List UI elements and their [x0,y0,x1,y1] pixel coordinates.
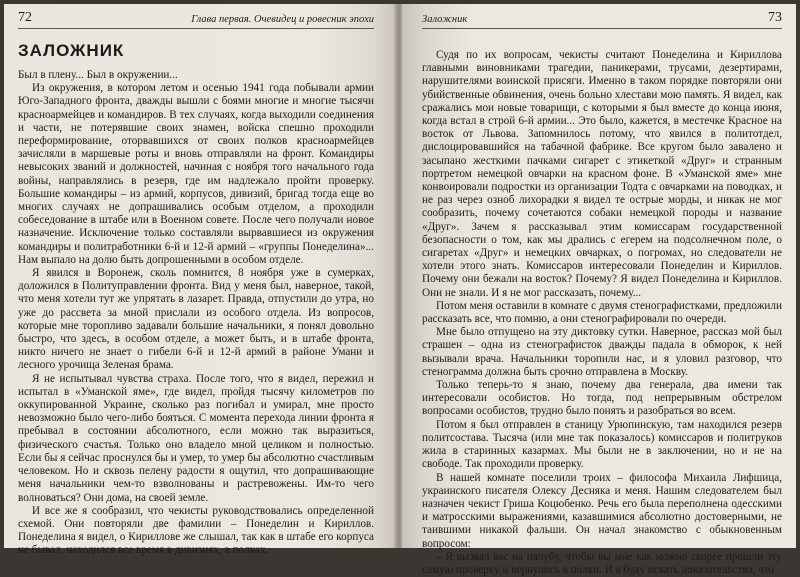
right-page-body [422,49,782,577]
paragraph: Из окружения, в котором летом и осенью 1941 года побывали армии Юго-Западного фронта, дважды вышли с боями многие и многие тысячи красноармейцев и командиров. В тех случаях, когда выходили соединения и части, не потерявшие своих знамен, войска спешно проходили переформирование, оторвавшихся от своих полков красноармейцев зачисляли в маршевые роты и вновь отправляли на фронт. Командиры невысоких званий и должностей, начиная с ноября того начального года войны, направлялись в резерв, где им надлежало пройти проверку. Большие командиры – из армий, корпусов, дивизий, бригад тогда еще во многих случаях не допрашивались особым отделом, а проходили собеседование в штабе или в Военном совете. После чего получали новое назначение. Исключение только составляли вырвавшиеся из окружения командиры и политработники 6-й и 12-й армий – «группы Понеделина»... Нам выпало на долю быть допрошенными в особом отделе. [18,82,374,266]
left-page [4,4,396,557]
paragraph: Судя по их вопросам, чекисты считают Понеделина и Кириллова главными виновниками трагедии, паникерами, трусами, дезертирами, нарушителями воинской присяги. Именно в таком порядке повторяли они убийственные обвинения, очень больно хлестави мою память. Я видел, как сражались мои новые товарищи, с которыми я был вместе до конца июня, когда встал в строй 6-й армии... Это было, кажется, в местечке Красное на восток от Львова. Запомнилось потому, что явился в политотдел, дислоцировавшийся на табачной фабрике. Все кругом было завалено и засыпано жесткими пачками сигарет с этикеткой «Друг» и странным портретом немецкой овчарки на красном фоне. В «Уманской яме» мне конвоировали подростки из организации Тодта с овчарками на поводках, и не раз через озноб лихорадки я видел те острые морды, и никак не мог сообразить, почему сочетаются собаки немецкой породы и название «Друг». Зачем я рассказывал этим комиссарам государственной безопасности о том, как мы дрались с егерем на подсолнечном поле, о сигаретах «Друг» и немецких овчарках, о погромах, но следователи не хотели этого знать. Комиссаров интересовали Понеделин и Кириллов. Почему они бежали на восток? Почему? Я видел Понеделина и Кириллов. Они не знали. И я не мог рассказать, почему... [422,49,782,299]
running-head: Заложник [422,14,468,25]
paragraph: Я явился в Воронеж, сколь помнится, 8 ноября уже в сумерках, доложился в Политуправлении фронта. Вид у меня был, наверное, такой, что меня хотели тут же упрятать в лазарет. Правда, отпустили до утра, но уже до рассвета за мной прислали из особого отдела. Из вопросов, которые мне торопливо задавали большие начальники, я понял довольно быстро, что здесь, в особом отделе, а может быть, и в штабе фронта, никто ничего не знает о гибели 6-й и 12-й армий в районе Умани и лесного урочища Зеленая брама. [18,267,374,372]
left-page-header [18,10,374,29]
paragraph: Был в плену... Был в окружении... [18,69,178,81]
page-number: 72 [18,10,32,25]
paragraph: Я не испытывал чувства страха. После того, что я видел, пережил и испытал в «Уманской яме», где видел, пройдя тысячу километров по оккупированной Украине, сколько раз погибал и умирал, мне просто невозможно было чего-либо бояться. С момента перехода линии фронта я пребывал в состоянии абсолютного, если можно так выразиться, физического счастья. Только оно владело мной целиком и полностью. Если бы я сейчас проснулся бы и умер, то умер бы абсолютно счастливым человеком. Но и сквозь пелену радости я ощутил, что допрашивающие меня начальники чем-то взволнованы и растревожены. Им-то чего волноваться? Они дома, на своей земле. [18,372,374,504]
paragraph: Потом я был отправлен в станицу Урюпинскую, там находился резерв политсостава. Тысяча (или мне так показалось) комиссаров и политруков жила в старинных казармах. Мы были не в заключении, но и не на свободе. Так проходили проверку. [422,418,782,471]
page-number: 73 [768,10,782,25]
right-page [402,4,796,576]
running-head: Глава первая. Очевидец и ровесник эпохи [191,14,374,25]
paragraph: – Я вызвал вас на палубу, чтобы вы мне как можно скорее прошли эту самую проверку и вернулись в полки. И я буду искать доказательства, что [422,550,782,576]
left-page-body [18,69,374,558]
paragraph: Мне было отпущено на эту диктовку сутки. Наверное, рассказ мой был страшен – одна из стенографисток дважды падала в обморок, к ней вызывали врача. Начальники торопили нас, и я уловил разговор, что стенограмма должна быть срочно отправлена в Москву. [422,326,782,378]
paragraph: Только теперь-то я знаю, почему два генерала, два имени так интересовали особистов. Но тогда, под непрерывным обстрелом вопросами особистов, трудно было понять и разобраться во всем. [422,379,782,418]
right-page-header [422,10,782,29]
paragraph: Потом меня оставили в комнате с двумя стенографистками, предложили рассказать все, что помню, а они стенографировали по очереди. [422,299,782,326]
paragraph: И все же я сообразил, что чекисты руководствовались определенной схемой. Они повторяли две фамилии – Понеделин и Кириллов. Понеделина я видел, о Кириллове же слышал, так как в штабе его корпуса не бывал, находился все время в дивизиях, в полках. [18,504,374,557]
chapter-title: ЗАЛОЖНИК [18,41,125,60]
paragraph: В нашей комнате поселили троих – философа Михаила Лифшица, украинского писателя Олексу Десняка и меня. Нашим следователем был назначен чекист Гриша Коцюбенко. Речь его была переполнена одесскими и матросскими выражениями, казавшимися абсолютно достоверными, не таившими никакой фальши. Он начал знакомство с обыкновенным вопросом: [422,471,782,550]
